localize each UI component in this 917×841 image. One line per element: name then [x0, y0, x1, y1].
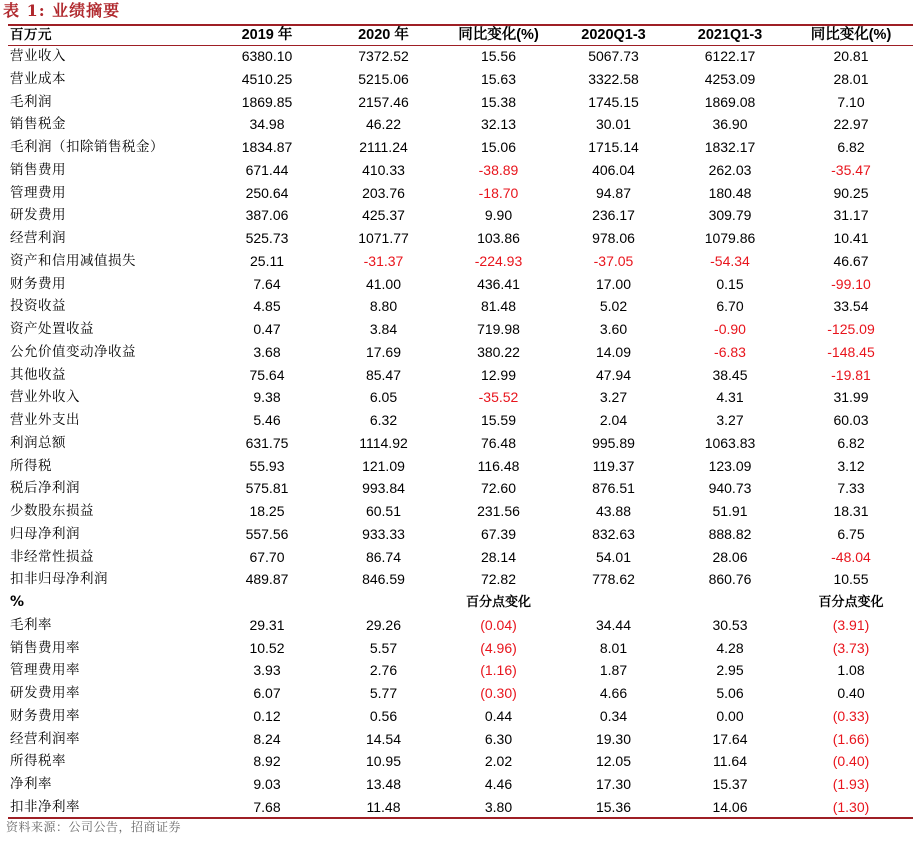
table-cell: 31.17 — [833, 207, 869, 224]
table-row — [8, 250, 913, 273]
table-row — [8, 432, 913, 455]
table-cell: -224.93 — [474, 252, 523, 269]
table-cell: 6122.17 — [704, 48, 756, 64]
table-cell: (1.66) — [832, 730, 870, 747]
table-cell: 6.82 — [837, 434, 865, 451]
table-cell: 86.74 — [365, 548, 402, 565]
table-cell: 94.87 — [595, 184, 632, 201]
table-cell: 4.85 — [253, 298, 281, 315]
table-cell — [671, 591, 789, 614]
table-cell: 19.30 — [595, 730, 632, 747]
table-cell: 425.37 — [362, 207, 405, 224]
table-cell: 1869.85 — [241, 93, 293, 110]
row-label: 非经常性损益 — [10, 548, 94, 565]
table-cell: 8.92 — [253, 753, 281, 770]
column-header: 2020 年 — [358, 27, 409, 43]
table-row — [8, 364, 913, 387]
row-label: 所得税率 — [10, 753, 66, 770]
row-label: 税后净利润 — [10, 480, 80, 497]
table-cell: 13.48 — [365, 776, 402, 792]
table-cell: 15.38 — [480, 93, 517, 110]
table-cell: -125.09 — [827, 321, 875, 337]
row-label: 净利率 — [10, 776, 52, 792]
table-cell: (1.16) — [480, 662, 517, 679]
table-cell: 10.55 — [833, 571, 869, 588]
table-row — [8, 523, 913, 546]
table-cell: 1832.17 — [704, 139, 756, 155]
table-cell: 3.60 — [599, 321, 628, 337]
table-cell: 5.46 — [253, 412, 281, 428]
table-row — [8, 728, 913, 751]
table-cell: 387.06 — [245, 207, 289, 224]
table-cell: 4510.25 — [241, 70, 293, 87]
table-cell: 2.02 — [484, 753, 513, 770]
row-label: 营业收入 — [10, 48, 66, 64]
table-cell: 17.00 — [595, 275, 632, 292]
row-label: 毛利润 — [10, 93, 52, 110]
table-cell: 60.03 — [833, 412, 869, 428]
table-cell: 60.51 — [365, 503, 402, 519]
table-cell: (0.30) — [480, 685, 517, 701]
row-label: 归母净利润 — [10, 525, 80, 542]
table-cell: 12.05 — [595, 753, 632, 770]
table-cell: 3.12 — [837, 457, 865, 474]
table-cell: 14.06 — [712, 798, 748, 815]
table-cell: 1834.87 — [241, 139, 293, 155]
table-row — [8, 568, 913, 591]
header-row — [8, 26, 913, 45]
table-cell: 1745.15 — [588, 93, 639, 110]
table-cell: 0.44 — [484, 707, 513, 724]
row-label: 财务费用 — [10, 275, 66, 292]
table-cell: 3.27 — [599, 389, 628, 406]
table-cell — [556, 591, 671, 614]
table-cell: 250.64 — [245, 184, 289, 201]
table-cell: 9.90 — [484, 207, 513, 224]
table-cell: 46.22 — [365, 116, 402, 133]
table-row — [8, 204, 913, 227]
table-cell: 121.09 — [362, 457, 405, 474]
table-row — [8, 45, 913, 68]
table-cell: -148.45 — [827, 343, 875, 360]
table-cell: 10.41 — [833, 230, 869, 246]
table-cell: 81.48 — [480, 298, 517, 315]
table-cell: 6.05 — [369, 389, 398, 406]
table-cell: 8.80 — [369, 298, 398, 315]
row-label: 财务费用率 — [10, 707, 80, 724]
row-label: 管理费用 — [10, 184, 66, 201]
table-title: 表 1: 业绩摘要 — [3, 1, 121, 20]
source-note: 资料来源：公司公告，招商证券 — [6, 820, 182, 834]
table-cell: 380.22 — [477, 343, 520, 360]
table-cell: 0.56 — [369, 707, 398, 724]
table-cell: 30.53 — [712, 616, 748, 633]
row-label: 销售费用 — [10, 161, 66, 178]
table-cell: 119.37 — [592, 457, 635, 474]
table-cell: 9.03 — [253, 776, 281, 792]
table-cell: 4.31 — [716, 389, 744, 406]
table-cell: -99.10 — [831, 275, 871, 292]
table-cell: (4.96) — [480, 639, 517, 656]
table-cell: 0.12 — [253, 707, 281, 724]
table-cell: 2.04 — [599, 412, 628, 428]
table-cell: 72.60 — [480, 480, 517, 497]
row-label: 扣非归母净利润 — [10, 571, 108, 588]
table-cell: 0.15 — [716, 275, 744, 292]
table-cell: 7372.52 — [358, 48, 409, 64]
table-row — [8, 159, 913, 182]
table-cell: 76.48 — [480, 434, 517, 451]
table-cell: 4253.09 — [704, 70, 756, 87]
table-row — [8, 341, 913, 364]
table-cell: 6.75 — [837, 525, 865, 542]
table-cell: 995.89 — [592, 434, 635, 451]
table-row — [8, 273, 913, 296]
table-cell: 406.04 — [592, 161, 635, 178]
table-cell: 72.82 — [480, 571, 517, 588]
table-cell: 489.87 — [245, 571, 289, 588]
row-label: 营业外支出 — [10, 412, 80, 428]
table-cell: 15.63 — [480, 70, 517, 87]
table-cell: 1.87 — [599, 662, 628, 679]
table-cell: 6.70 — [716, 298, 744, 315]
table-cell: -37.05 — [593, 252, 634, 269]
table-cell: -35.52 — [478, 389, 519, 406]
table-cell: 0.47 — [253, 321, 281, 337]
table-cell: 8.01 — [599, 639, 628, 656]
row-label: 毛利率 — [10, 616, 52, 633]
table-cell: -48.04 — [831, 548, 871, 565]
row-label: 投资收益 — [10, 298, 66, 315]
table-cell: 778.62 — [592, 571, 635, 588]
table-row — [8, 659, 913, 682]
table-cell: 20.81 — [833, 48, 869, 64]
earnings-summary-table — [8, 26, 913, 819]
table-cell: 1063.83 — [704, 434, 756, 451]
table-cell: 67.70 — [249, 548, 285, 565]
table-row — [8, 637, 913, 660]
table-cell: (1.30) — [832, 798, 870, 815]
row-label: 营业外收入 — [10, 389, 80, 406]
table-cell: 671.44 — [245, 161, 289, 178]
table-row — [8, 227, 913, 250]
table-cell: 631.75 — [245, 434, 289, 451]
table-cell: 116.48 — [477, 457, 520, 474]
table-cell: -18.70 — [478, 184, 519, 201]
table-cell: 6.30 — [484, 730, 513, 747]
table-cell: 28.06 — [712, 548, 748, 565]
table-cell: 29.31 — [249, 616, 285, 633]
table-cell: 6380.10 — [241, 48, 293, 64]
table-cell: 103.86 — [477, 230, 520, 246]
table-cell: -38.89 — [478, 161, 519, 178]
table-cell: 38.45 — [712, 366, 748, 383]
table-cell: 5.77 — [369, 685, 398, 701]
table-cell: 7.10 — [837, 93, 865, 110]
table-cell — [326, 591, 441, 614]
table-cell: 15.06 — [480, 139, 517, 155]
table-cell: 1.08 — [837, 662, 865, 679]
row-label: 资产处置收益 — [10, 321, 94, 337]
table-cell: 28.14 — [480, 548, 517, 565]
table-row — [8, 182, 913, 205]
table-cell: 180.48 — [708, 184, 752, 201]
table-row — [8, 409, 913, 432]
table-cell: 10.52 — [249, 639, 285, 656]
table-cell: -35.47 — [831, 161, 871, 178]
row-label: 研发费用 — [10, 207, 66, 224]
table-cell: 1071.77 — [358, 230, 409, 246]
table-cell: 15.37 — [712, 776, 748, 792]
table-cell: 123.09 — [708, 457, 752, 474]
table-cell: 18.31 — [833, 503, 869, 519]
table-cell: 14.09 — [595, 343, 632, 360]
table-cell: 3.84 — [369, 321, 398, 337]
table-cell: 47.94 — [595, 366, 632, 383]
table-cell: 34.98 — [249, 116, 285, 133]
table-cell: 12.99 — [480, 366, 517, 383]
table-cell: 203.76 — [362, 184, 405, 201]
table-cell: 5.02 — [599, 298, 628, 315]
table-cell: -19.81 — [831, 366, 871, 383]
table-cell: 28.01 — [833, 70, 869, 87]
table-cell: 1079.86 — [704, 230, 756, 246]
table-cell: 8.24 — [253, 730, 281, 747]
table-cell: 7.33 — [837, 480, 865, 497]
column-header: 2019 年 — [241, 27, 293, 43]
table-cell: 1869.08 — [704, 93, 756, 110]
table-cell: 36.90 — [712, 116, 748, 133]
table-cell: 41.00 — [365, 275, 402, 292]
table-cell: 34.44 — [595, 616, 632, 633]
table-cell: 2.76 — [369, 662, 398, 679]
table-cell: 575.81 — [245, 480, 289, 497]
table-cell: 75.64 — [249, 366, 285, 383]
row-label: 毛利润（扣除销售税金） — [10, 139, 164, 155]
table-cell: (0.33) — [832, 707, 870, 724]
table-cell: 832.63 — [592, 525, 635, 542]
table-cell: 5067.73 — [588, 48, 639, 64]
table-row — [8, 477, 913, 500]
table-body — [8, 45, 913, 819]
table-row — [8, 500, 913, 523]
table-cell: 3.80 — [484, 798, 513, 815]
table-cell: 25.11 — [250, 252, 284, 269]
table-cell: 3322.58 — [588, 70, 639, 87]
table-cell: 4.28 — [716, 639, 744, 656]
table-cell: 46.67 — [833, 252, 869, 269]
row-label: % — [10, 594, 25, 610]
table-cell: -0.90 — [714, 321, 746, 337]
table-row — [8, 113, 913, 136]
row-label: 经营利润 — [10, 230, 66, 246]
table-cell — [208, 591, 326, 614]
table-cell: (0.04) — [480, 616, 517, 633]
table-cell: 525.73 — [245, 230, 289, 246]
table-cell: 3.93 — [253, 662, 281, 679]
row-label: 少数股东损益 — [10, 503, 94, 519]
table-cell: 2157.46 — [358, 93, 409, 110]
table-row — [8, 682, 913, 705]
table-cell: 32.13 — [480, 116, 517, 133]
table-cell: 43.88 — [595, 503, 632, 519]
table-cell: 17.64 — [712, 730, 748, 747]
table-cell: 7.64 — [253, 275, 281, 292]
table-cell: 231.56 — [477, 503, 520, 519]
table-cell: 85.47 — [365, 366, 402, 383]
table-row — [8, 91, 913, 114]
table-cell: 15.36 — [595, 798, 632, 815]
table-cell: 978.06 — [592, 230, 635, 246]
table-row — [8, 750, 913, 773]
table-cell: 2111.24 — [359, 139, 408, 155]
table-row — [8, 546, 913, 569]
table-cell: 3.68 — [253, 343, 281, 360]
table-cell: 33.54 — [833, 298, 869, 315]
table-cell: 55.93 — [249, 457, 285, 474]
table-cell: 0.00 — [716, 707, 744, 724]
table-cell: (3.91) — [832, 616, 870, 633]
table-cell: 67.39 — [480, 525, 517, 542]
table-cell: -54.34 — [710, 252, 750, 269]
table-cell: -6.83 — [714, 343, 746, 360]
table-row — [8, 136, 913, 159]
table-cell: -31.37 — [363, 252, 404, 269]
row-label: 营业成本 — [10, 70, 66, 87]
table-cell: 6.32 — [369, 412, 398, 428]
table-cell: 10.95 — [365, 753, 402, 770]
table-cell: (0.40) — [832, 753, 870, 770]
table-cell: 876.51 — [592, 480, 635, 497]
table-cell: 百分点变化 — [818, 594, 884, 609]
table-cell: 3.27 — [716, 412, 744, 428]
table-cell: 30.01 — [595, 116, 632, 133]
table-row — [8, 796, 913, 819]
row-label: 管理费用率 — [10, 662, 80, 679]
table-cell: 9.38 — [253, 389, 281, 406]
table-cell: 90.25 — [833, 184, 869, 201]
table-cell: 236.17 — [592, 207, 635, 224]
table-cell: 0.34 — [599, 707, 628, 724]
table-cell: 436.41 — [477, 275, 520, 292]
table-cell: 11.48 — [366, 798, 401, 815]
table-row — [8, 614, 913, 637]
table-cell: 54.01 — [595, 548, 632, 565]
row-label: 其他收益 — [10, 366, 66, 383]
table-cell: 846.59 — [362, 571, 405, 588]
table-cell: 309.79 — [708, 207, 752, 224]
table-cell: 31.99 — [833, 389, 869, 406]
table-cell: (1.93) — [832, 776, 870, 792]
row-label: 资产和信用减值损失 — [10, 252, 136, 269]
section-header-row — [8, 591, 913, 614]
row-label: 所得税 — [10, 457, 52, 474]
table-cell: 14.54 — [365, 730, 402, 747]
table-cell: 18.25 — [249, 503, 285, 519]
row-label: 经营利润率 — [10, 730, 80, 747]
row-label: 扣非净利率 — [10, 798, 80, 815]
table-cell: 0.40 — [837, 685, 865, 701]
row-label: 研发费用率 — [10, 685, 80, 701]
table-cell: 5.57 — [369, 639, 398, 656]
table-row — [8, 295, 913, 318]
table-cell: 15.56 — [480, 48, 517, 64]
row-label: 公允价值变动净收益 — [10, 343, 136, 360]
table-cell: 5215.06 — [358, 70, 409, 87]
table-cell: 940.73 — [708, 480, 752, 497]
table-cell: 11.64 — [713, 753, 747, 770]
table-row — [8, 318, 913, 341]
table-row — [8, 386, 913, 409]
table-cell: (3.73) — [832, 639, 870, 656]
table-cell: 22.97 — [833, 116, 869, 133]
table-cell: 262.03 — [708, 161, 752, 178]
table-cell: 5.06 — [716, 685, 744, 701]
column-header: 同比变化(%) — [810, 27, 892, 43]
table-cell: 17.69 — [365, 343, 402, 360]
row-label: 销售费用率 — [10, 639, 80, 656]
table-cell: 993.84 — [362, 480, 405, 497]
table-cell: 51.91 — [712, 503, 748, 519]
table-cell: 888.82 — [708, 525, 752, 542]
table-row — [8, 455, 913, 478]
row-label: 利润总额 — [10, 434, 66, 451]
table-cell: 1715.14 — [588, 139, 639, 155]
table-cell: 4.46 — [484, 776, 513, 792]
table-cell: 557.56 — [245, 525, 289, 542]
table-cell: 4.66 — [599, 685, 628, 701]
table-cell: 29.26 — [365, 616, 402, 633]
table-cell: 2.95 — [716, 662, 744, 679]
unit-header: 百万元 — [10, 27, 52, 43]
table-cell: 6.82 — [837, 139, 865, 155]
column-header: 2020Q1-3 — [581, 27, 646, 43]
table-cell: 6.07 — [253, 685, 281, 701]
table-cell: 百分点变化 — [465, 594, 531, 609]
table-cell: 1114.92 — [359, 434, 408, 451]
table-cell: 860.76 — [708, 571, 752, 588]
table-cell: 7.68 — [253, 798, 281, 815]
table-row — [8, 705, 913, 728]
table-cell: 719.98 — [477, 321, 520, 337]
row-label: 销售税金 — [10, 116, 66, 133]
column-header: 同比变化(%) — [458, 27, 539, 43]
table-cell: 17.30 — [595, 776, 632, 792]
table-row — [8, 773, 913, 796]
table-cell: 15.59 — [480, 412, 517, 428]
table-cell: 933.33 — [362, 525, 405, 542]
table-cell: 410.33 — [362, 161, 405, 178]
column-header: 2021Q1-3 — [697, 27, 763, 43]
table-row — [8, 68, 913, 91]
